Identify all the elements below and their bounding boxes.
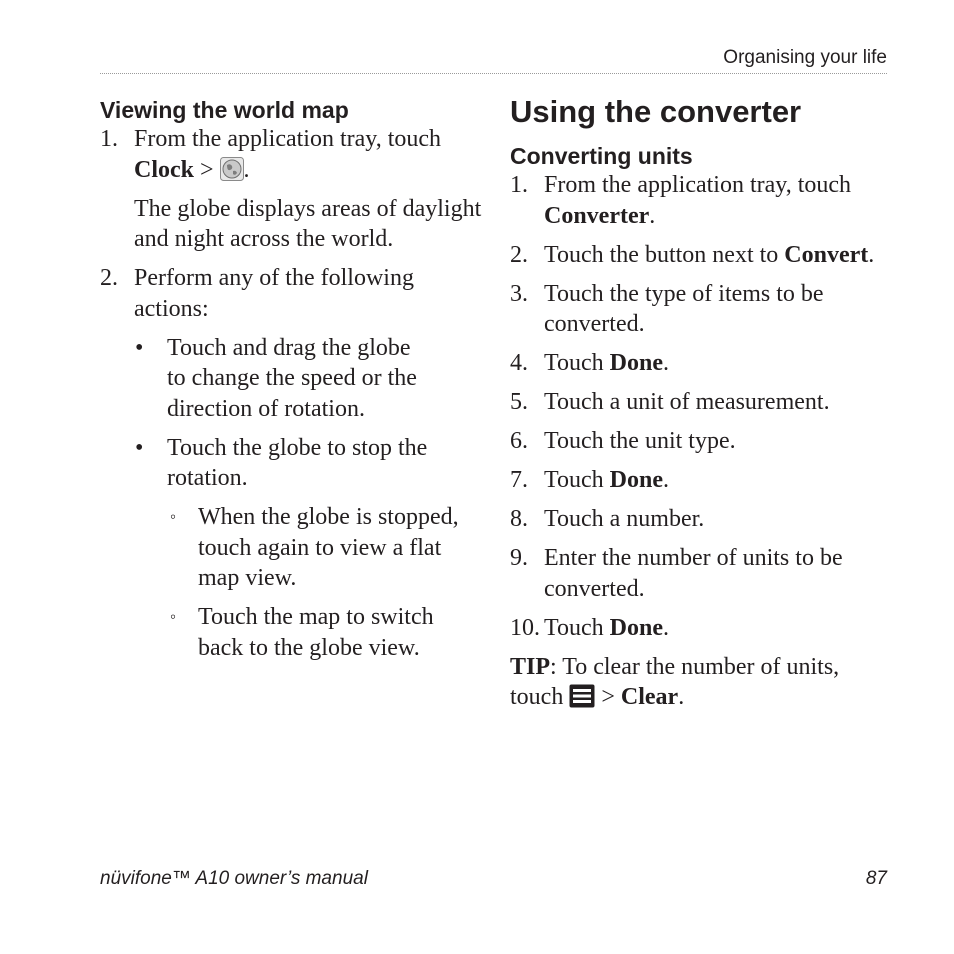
tip-text: : To clear the number of units, touch	[510, 653, 840, 710]
step-bold-label: Done	[609, 350, 663, 376]
step-text: Touch a number.	[544, 506, 705, 532]
period: .	[662, 350, 669, 376]
step-number: 7.	[510, 467, 528, 493]
converting-units-heading: Converting units	[510, 143, 693, 169]
converter-steps	[510, 170, 890, 643]
sub-bullet-mark: ◦	[170, 607, 177, 626]
period: .	[662, 614, 669, 641]
clock-label: Clock	[134, 156, 194, 183]
converter-title: Using the converter	[510, 94, 802, 129]
step-number: 4.	[510, 350, 528, 376]
step-number: 1.	[510, 172, 528, 198]
tip-label: TIP	[510, 653, 551, 680]
page-header	[100, 47, 887, 74]
bullet-mark: •	[135, 434, 144, 461]
separator: >	[595, 684, 621, 710]
sub-bullet-mark: ◦	[170, 507, 177, 526]
bullet-item	[100, 433, 485, 494]
step-text: Touch the button next to	[544, 241, 785, 268]
step-note-text: The globe displays areas of daylight and night across the world.	[134, 195, 482, 252]
step-text: Enter the number of units to be converted.	[544, 545, 843, 602]
step-text: From the application tray, touch	[544, 172, 852, 198]
step-text: From the application tray, touch	[134, 126, 442, 152]
period: .	[662, 467, 669, 493]
sub-bullet-item	[100, 602, 485, 663]
sub-bullet-text: Touch the map to switch back to the globe view.	[198, 604, 434, 661]
globe-icon	[220, 157, 244, 181]
left-column	[100, 96, 485, 663]
step-text: Touch	[544, 350, 610, 376]
period: .	[868, 241, 875, 268]
list-item	[100, 263, 485, 324]
step-number: 9.	[510, 545, 528, 571]
right-column	[510, 96, 890, 713]
page-number: 87	[865, 868, 887, 889]
world-map-heading: Viewing the world map	[100, 97, 349, 123]
list-item	[510, 613, 890, 644]
step-text: Touch the unit type.	[544, 428, 736, 454]
list-item	[510, 465, 890, 496]
step-number: 6.	[510, 428, 528, 454]
menu-icon	[569, 684, 595, 708]
step-bold-label: Converter	[544, 202, 650, 229]
list-item	[510, 170, 890, 231]
step-number: 1.	[100, 126, 118, 152]
step-number: 8.	[510, 506, 528, 532]
step-number: 2.	[510, 241, 528, 268]
sub-bullet-item	[100, 502, 485, 594]
list-item	[510, 426, 890, 457]
period: .	[649, 202, 656, 229]
step-bold-label: Done	[609, 614, 663, 641]
list-item	[510, 240, 890, 271]
step-text: Touch a unit of measurement.	[544, 389, 830, 415]
step-text: Touch the type of items to be converted.	[544, 280, 824, 337]
step-text: Touch	[544, 467, 610, 493]
clear-label: Clear	[620, 684, 679, 710]
bullet-mark: •	[135, 334, 144, 361]
tip-paragraph	[510, 652, 890, 713]
period: .	[243, 156, 250, 183]
step-number: 5.	[510, 389, 528, 415]
step-text: Perform any of the following actions:	[134, 265, 414, 322]
list-item	[510, 279, 890, 340]
list-item	[100, 124, 485, 185]
bullet-item	[100, 333, 485, 425]
sub-bullet-text: When the globe is stopped, touch again to view a flat map view.	[198, 504, 459, 591]
list-item	[510, 348, 890, 379]
list-item	[510, 543, 890, 604]
list-item	[510, 504, 890, 535]
period: .	[678, 684, 685, 710]
section-title: Organising your life	[723, 47, 887, 68]
list-item	[510, 387, 890, 418]
step-text: Touch	[544, 614, 610, 641]
step-bold-label: Done	[609, 467, 663, 493]
bullet-text: Touch and drag the globe to change the speed or the direction of rotation.	[167, 334, 417, 422]
step-number: 2.	[100, 265, 118, 291]
step-note	[100, 194, 485, 255]
step-number: 10.	[510, 614, 540, 641]
manual-title: nüvifone™ A10 owner’s manual	[100, 868, 368, 889]
bullet-text: Touch the globe to stop the rotation.	[167, 434, 428, 491]
step-number: 3.	[510, 280, 528, 307]
separator: >	[194, 156, 220, 183]
step-bold-label: Convert	[784, 241, 869, 268]
